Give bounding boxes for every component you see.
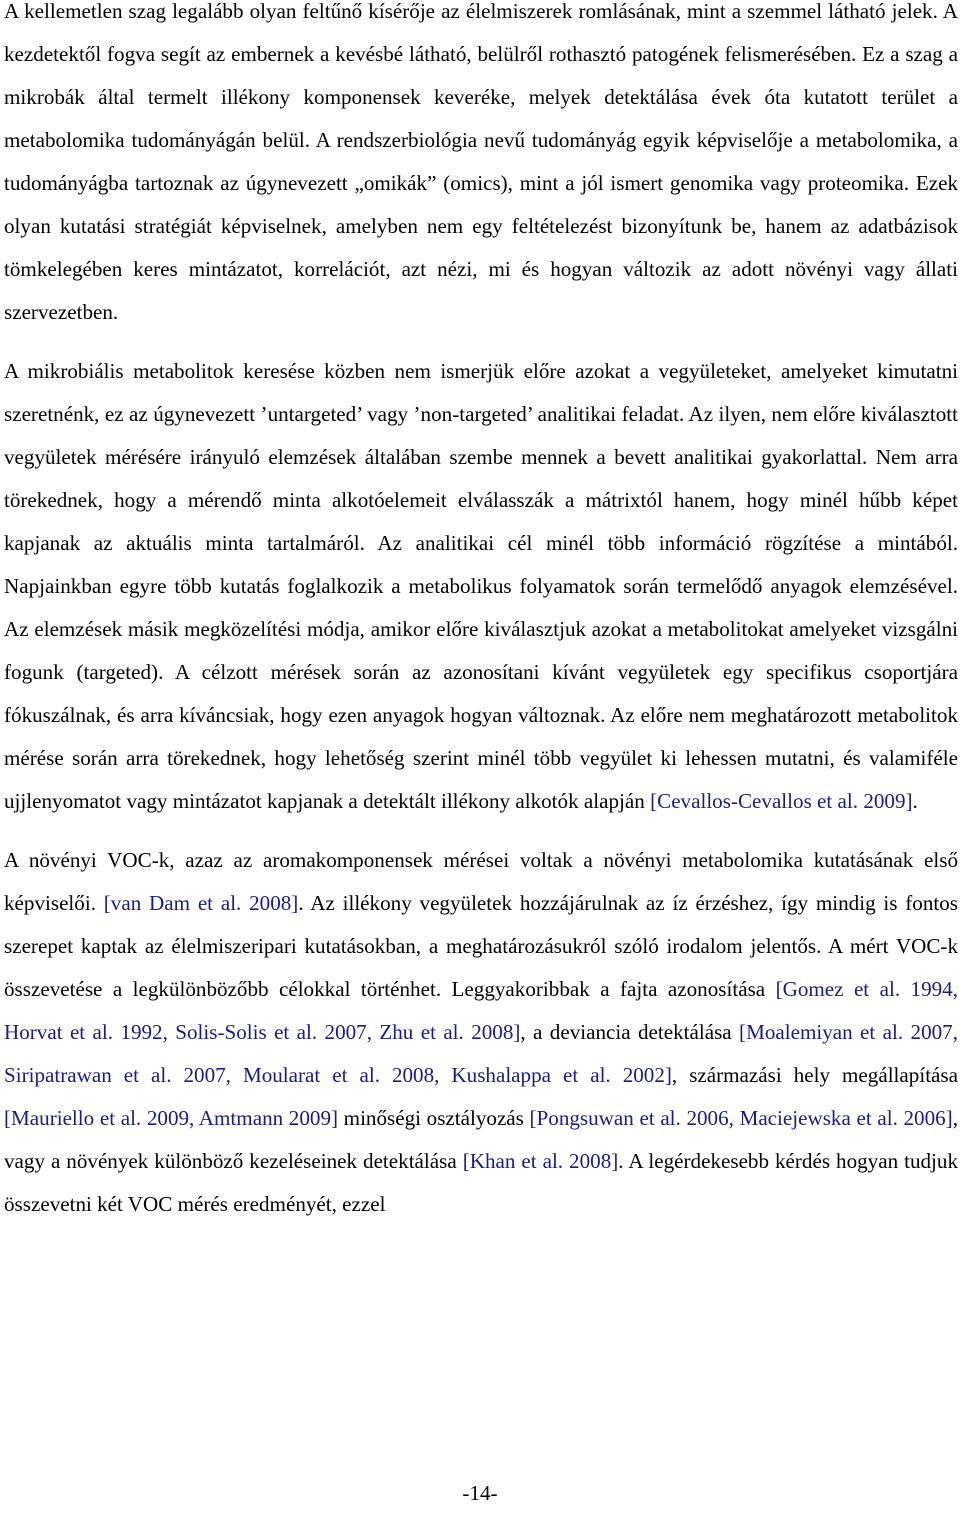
paragraph-3-text-b: . Az illékony vegyületek hozzájárulnak az íz érzéshez, így mindig is fontos szerepet kaptak az élelmiszeripari kutatásokban, a meghatározásukról szóló irodalom jelentős. A mért VOC-k összevetése a legkülönbözőbb célokkal történhet. Leggyakoribbak a fajta azonosítása (4, 891, 958, 1001)
citation-van-dam: [van Dam et al. 2008] (103, 891, 299, 915)
citation-khan: [Khan et al. 2008] (462, 1149, 619, 1173)
paragraph-3-text-d: , származási hely megállapítása (671, 1063, 958, 1087)
paragraph-3-text-g: . A legérdekesebb kérdés hogyan tudjuk összevetni két VOC mérés eredményét, ezzel (4, 1149, 958, 1216)
document-body (4, 0, 958, 1242)
citation-deviance-detection: [Moalemiyan et al. 2007, Siripatrawan et al. 2007, Moularat et al. 2008, Kushalappa et al. 2002] (4, 1020, 958, 1087)
paragraph-2-end: . (912, 789, 918, 813)
citation-quality: [Pongsuwan et al. 2006, Maciejewska et al. 2006] (529, 1106, 953, 1130)
paragraph-3-text-f: , vagy a növények különböző kezeléseinek detektálása (4, 1106, 958, 1173)
paragraph-1-text: A kellemetlen szag legalább olyan feltűnő kísérője az élelmiszerek romlásának, mint a szemmel látható jelek. A kezdetektől fogva segít az embernek a kevésbé látható, belülről rothasztó patogének felismerésében. Ez a szag a mikrobák által termelt illékony komponensek keveréke, melyek detektálása évek óta kutatott terület a metabolomika tudományágán belül. A rendszerbiológia nevű tudományág egyik képviselője a metabolomika, a tudományágba tartoznak az úgynevezett „omikák” (omics), mint a jól ismert genomika vagy proteomika. Ezek olyan kutatási stratégiát képviselnek, amelyben nem egy feltételezést bizonyítunk be, hanem az adatbázisok tömkelegében keres mintázatot, korrelációt, azt nézi, mi és hogyan változik az adott növényi vagy állati szervezetben. (4, 0, 958, 324)
paragraph-1 (4, 0, 958, 334)
citation-variety-identification: [Gomez et al. 1994, Horvat et al. 1992, Solis-Solis et al. 2007, Zhu et al. 2008] (4, 977, 958, 1044)
citation-origin: [Mauriello et al. 2009, Amtmann 2009] (4, 1106, 339, 1130)
paragraph-3-text-e: minőségi osztályozás (338, 1106, 530, 1130)
paragraph-3 (4, 839, 958, 1226)
page-number: -14- (462, 1481, 498, 1505)
paragraph-2-text: A mikrobiális metabolitok keresése közben nem ismerjük előre azokat a vegyületeket, amelyeket kimutatni szeretnénk, ez az úgynevezett ’untargeted’ vagy ’non-targeted’ analitikai feladat. Az ilyen, nem előre kiválasztott vegyületek mérésére irányuló elemzések általában szembe mennek a bevett analitikai gyakorlattal. Nem arra törekednek, hogy a mérendő minta alkotóelemeit elválasszák a mátrixtól hanem, hogy minél hűbb képet kapjanak az aktuális minta tartalmáról. Az analitikai cél minél több információ rögzítése a mintából. Napjainkban egyre több kutatás foglalkozik a metabolikus folyamatok során termelődő anyagok elemzésével. Az elemzések másik megközelítési módja, amikor előre kiválasztjuk azokat a metabolitokat amelyeket vizsgálni fogunk (targeted). A célzott mérések során az azonosítani kívánt vegyületek egy specifikus csoportjára fókuszálnak, és arra kíváncsiak, hogy ezen anyagok hogyan változnak. Az előre nem meghatározott metabolitok mérése során arra törekednek, hogy lehetőség szerint minél több vegyület ki lehessen mutatni, és valamiféle ujjlenyomatot vagy mintázatot kapjanak a detektált illékony alkotók alapján (4, 359, 958, 813)
citation-cevallos: [Cevallos-Cevallos et al. 2009] (650, 789, 913, 813)
paragraph-3-text-c: , a deviancia detektálása (520, 1020, 740, 1044)
paragraph-2 (4, 350, 958, 823)
paragraph-3-text-a: A növényi VOC-k, azaz az aromakomponensek mérései voltak a növényi metabolomika kutatásának első képviselői. (4, 848, 958, 915)
